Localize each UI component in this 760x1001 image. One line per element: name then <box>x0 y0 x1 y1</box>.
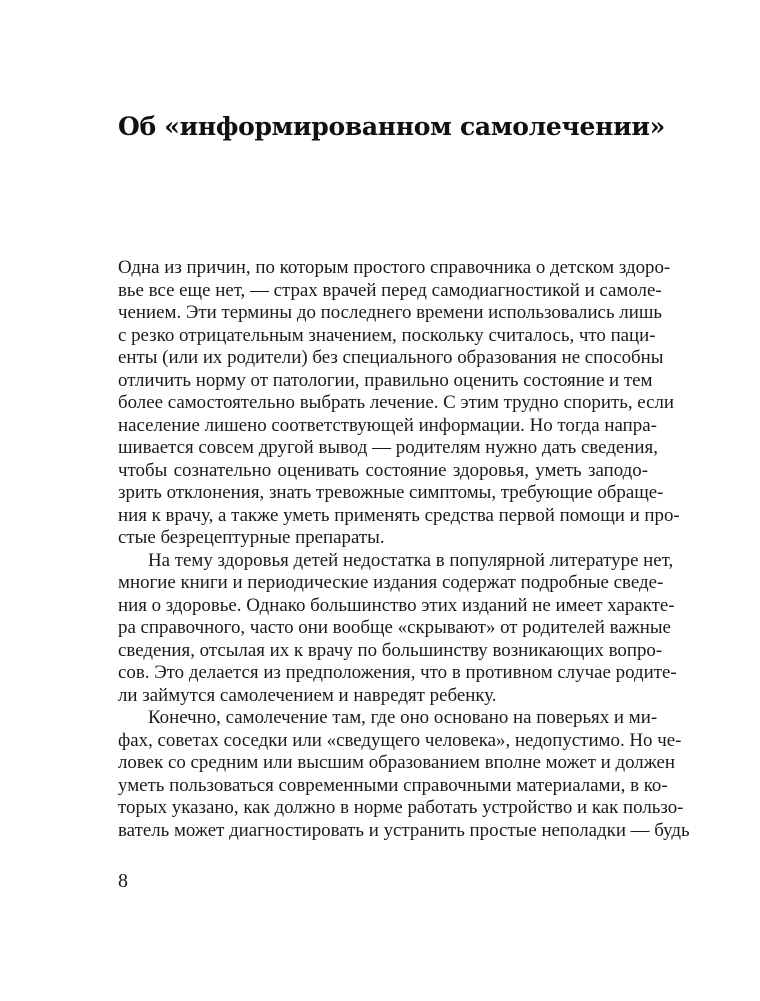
text-line: шивается совсем другой вывод — родителям нужно дать сведения, <box>118 437 658 458</box>
text-line: чением. Эти термины до последнего времени использовались лишь <box>118 302 662 323</box>
text-line: Одна из причин, по которым простого справочника о детском здоро- <box>118 257 671 278</box>
text-line: фах, советах соседки или «сведущего человека», недопустимо. Но че- <box>118 729 682 751</box>
paragraph-3 <box>118 707 690 842</box>
text-line: чтобы сознательно оценивать состояние здоровья, уметь заподо- <box>118 459 648 481</box>
page-number: 8 <box>118 870 128 892</box>
text-line: торых указано, как должно в норме работать устройство и как пользо- <box>118 797 684 818</box>
chapter-title: Об «информированном самолечении» <box>118 112 665 141</box>
text-line: ловек со средним или высшим образованием вполне может и должен <box>118 752 676 773</box>
text-line: отличить норму от патологии, правильно оценить состояние и тем <box>118 369 653 391</box>
text-line: ния о здоровье. Однако большинство этих изданий не имеет характе- <box>118 594 675 616</box>
text-line: многие книги и периодические издания содержат подробные сведе- <box>118 572 664 593</box>
text-line: енты (или их родители) без специального образования не способны <box>118 347 664 368</box>
text-line: стые безрецептурные препараты. <box>118 527 385 548</box>
paragraph-2 <box>118 549 677 708</box>
text-line: ватель может диагностировать и устранить простые неполадки — будь <box>118 819 690 841</box>
text-line: На тему здоровья детей недостатка в популярной литературе нет, <box>148 549 674 571</box>
text-line: ния к врачу, а также уметь применять средства первой помощи и про- <box>118 504 680 526</box>
text-line: более самостоятельно выбрать лечение. С этим трудно спорить, если <box>118 392 675 413</box>
text-line: с резко отрицательным значением, поскольку считалось, что паци- <box>118 324 656 346</box>
body-text <box>118 257 690 842</box>
text-line: зрить отклонения, знать тревожные симптомы, требующие обраще- <box>118 482 664 503</box>
text-line: ли займутся самолечением и навредят ребенку. <box>118 684 497 706</box>
text-line: уметь пользоваться современными справочными материалами, в ко- <box>118 774 668 796</box>
text-line: сов. Это делается из предположения, что в противном случае родите- <box>118 662 677 683</box>
text-line: ра справочного, часто они вообще «скрывают» от родителей важные <box>118 617 671 638</box>
text-line: Конечно, самолечение там, где оно основано на поверьях и ми- <box>148 707 658 728</box>
text-line: вье все еще нет, — страх врачей перед самодиагностикой и самоле- <box>118 279 662 301</box>
text-line: население лишено соответствующей информации. Но тогда напра- <box>118 414 657 436</box>
paragraph-1 <box>118 257 680 550</box>
text-line: сведения, отсылая их к врачу по большинству возникающих вопро- <box>118 639 663 661</box>
